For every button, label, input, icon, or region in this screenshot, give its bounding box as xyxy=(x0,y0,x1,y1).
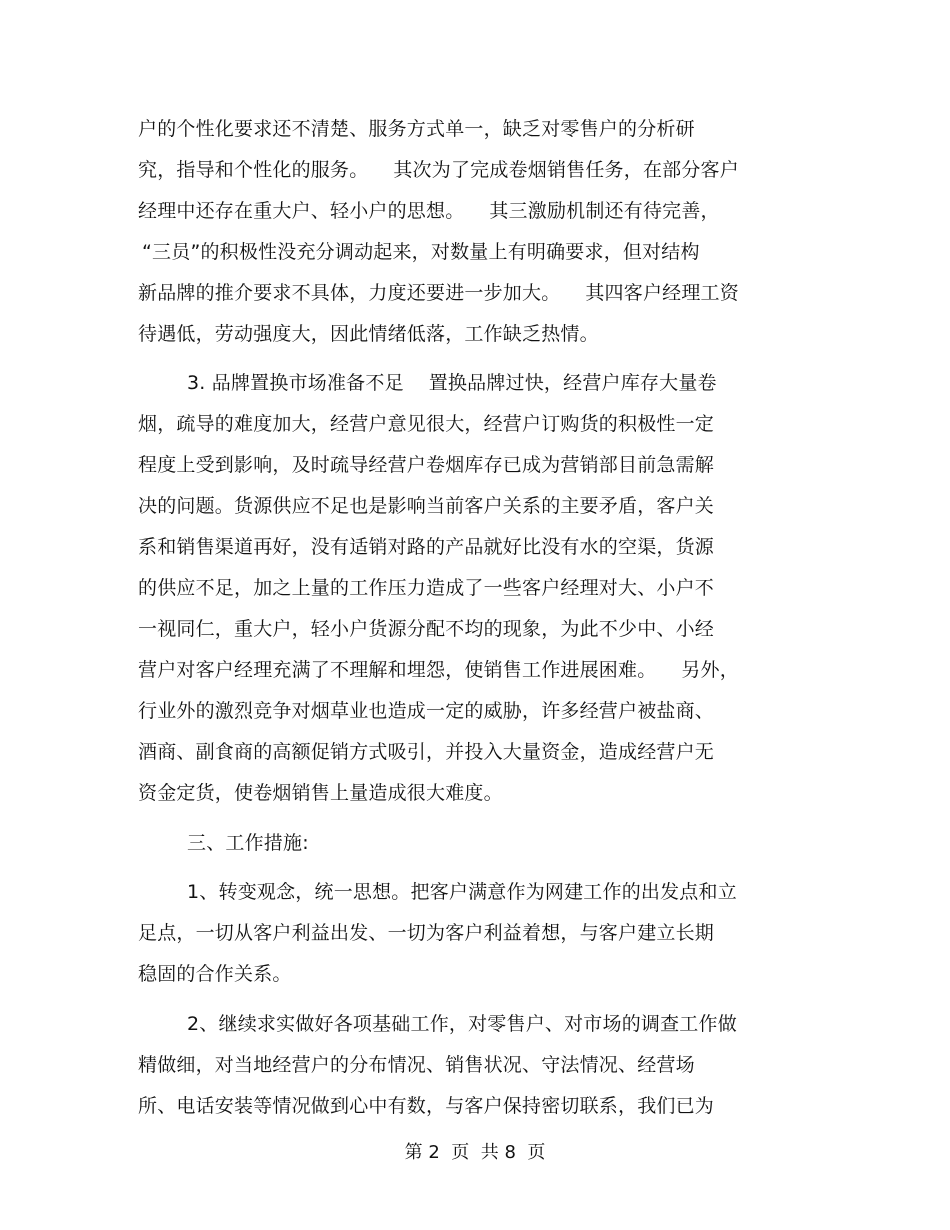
text-line: 稳固的合作关系。 xyxy=(138,963,292,985)
text-line: 系和销售渠道再好，没有适销对路的产品就好比没有水的空渠，货源 xyxy=(138,536,715,558)
list-item-heading: 2、继续求实做好各项基础工作，对零售户、对市场的调查工作做 xyxy=(187,1013,737,1035)
text-line: 资金定货，使卷烟销售上量造成很大难度。 xyxy=(138,782,503,804)
text-line: 决的问题。货源供应不足也是影响当前客户关系的主要矛盾，客户关 xyxy=(138,495,715,517)
list-item-heading: 1、转变观念，统一思想。把客户满意作为网建工作的出发点和立 xyxy=(187,881,737,903)
text-line: 户的个性化要求还不清楚、服务方式单一，缺乏对零售户的分析研 xyxy=(138,118,695,140)
text-line: 酒商、副食商的高额促销方式吸引，并投入大量资金，造成经营户无 xyxy=(138,741,715,763)
text-line: 一视同仁，重大户，轻小户货源分配不均的现象，为此不少中、小经 xyxy=(138,618,715,640)
text-line: 行业外的激烈竞争对烟草业也造成一定的威胁，许多经营户被盐商、 xyxy=(138,700,715,722)
section-heading: 三、工作措施: xyxy=(187,832,309,854)
text-line: 营户对客户经理充满了不理解和埋怨，使销售工作进展困难。 另外， xyxy=(138,659,739,681)
text-line: 所、电话安装等情况做到心中有数，与客户保持密切联系，我们已为 xyxy=(138,1095,715,1117)
text-line: 精做细，对当地经营户的分布情况、销售状况、守法情况、经营场 xyxy=(138,1054,695,1076)
text-line: 足点，一切从客户利益出发、一切为客户利益着想，与客户建立长期 xyxy=(138,922,715,944)
page-number-footer: 第 2 页 共 8 页 xyxy=(404,1142,546,1163)
text-line: 经理中还存在重大户、轻小户的思想。 其三激励机制还有待完善， xyxy=(138,200,720,222)
text-line: 烟，疏导的难度加大，经营户意见很大，经营户订购货的积极性一定 xyxy=(138,413,715,435)
text-line: 程度上受到影响，及时疏导经营户卷烟库存已成为营销部目前急需解 xyxy=(138,454,715,476)
text-line: 的供应不足，加之上量的工作压力造成了一些客户经理对大、小户不 xyxy=(138,577,715,599)
text-line: 究，指导和个性化的服务。 其次为了完成卷烟销售任务，在部分客户 xyxy=(138,159,739,181)
list-item-heading: 3. 品牌置换市场准备不足 置换品牌过快，经营户库存大量卷 xyxy=(187,372,717,394)
text-line: 新品牌的推介要求不具体，力度还要进一步加大。 其四客户经理工资 xyxy=(138,282,739,304)
text-line: “三员”的积极性没充分调动起来，对数量上有明确要求，但对结构 xyxy=(142,241,700,263)
text-line: 待遇低，劳动强度大，因此情绪低落，工作缺乏热情。 xyxy=(138,323,599,345)
